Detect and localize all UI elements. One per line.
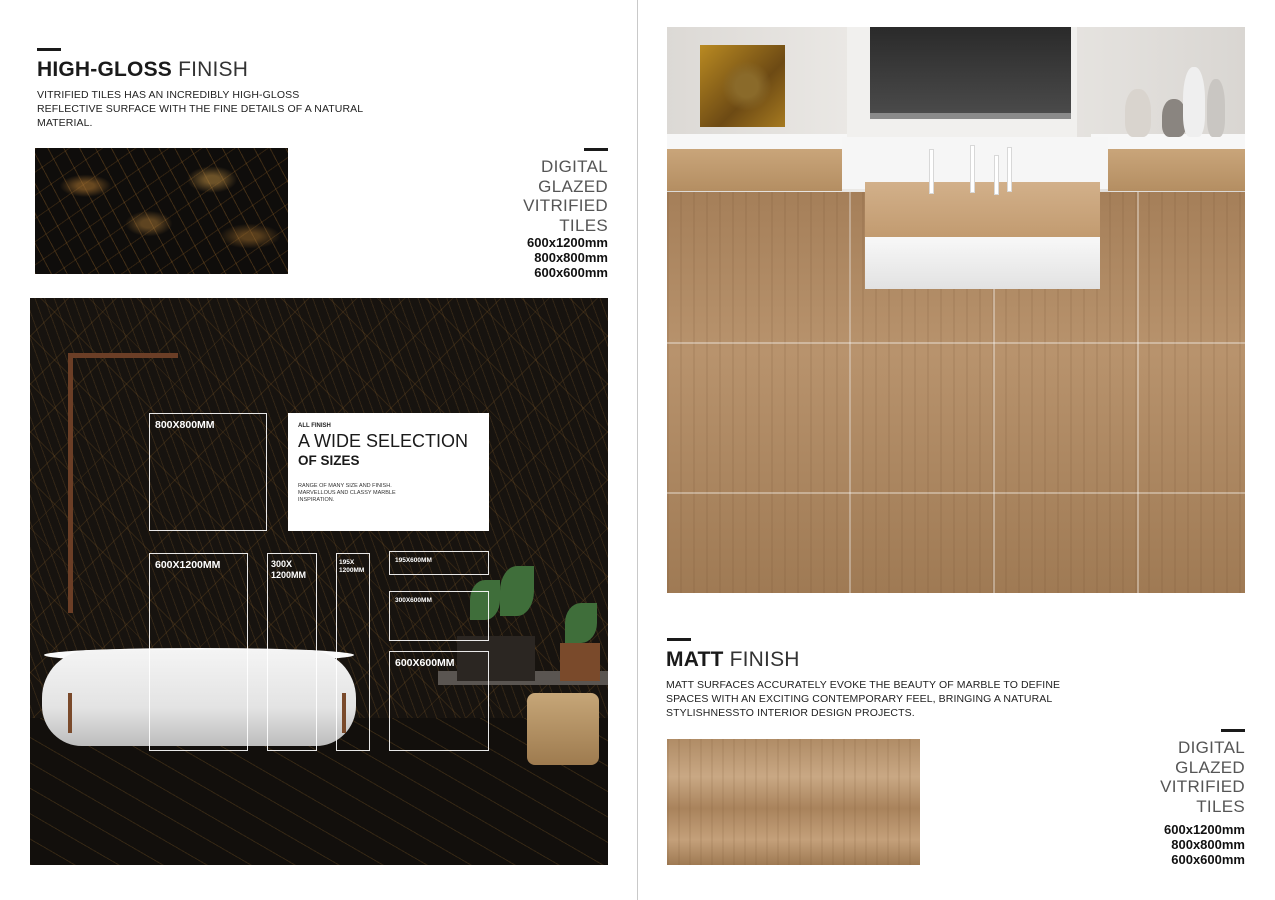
spec-accent-dash xyxy=(584,148,608,151)
high-gloss-spec-block xyxy=(523,157,608,280)
spec-word: DIGITAL xyxy=(1178,738,1245,757)
abstract-painting xyxy=(700,45,785,127)
size-outline-195x1200 xyxy=(336,553,370,751)
plant-leaf xyxy=(500,566,534,616)
wood-ledge-right xyxy=(1108,149,1245,191)
size-outline-300x600 xyxy=(389,591,489,641)
candle xyxy=(1007,147,1012,192)
spec-size: 600x600mm xyxy=(1171,852,1245,867)
size-outline-800x800 xyxy=(149,413,267,531)
heading-accent-dash xyxy=(667,638,691,641)
size-label: 800X800MM xyxy=(155,419,215,431)
candle xyxy=(970,145,975,193)
spec-size: 800x800mm xyxy=(534,250,608,265)
coffee-table-base xyxy=(865,237,1100,289)
decor-vase xyxy=(1207,79,1225,137)
size-label: 300X 1200MM xyxy=(271,559,307,580)
spec-size: 800x800mm xyxy=(1171,837,1245,852)
spec-word: VITRIFIED xyxy=(1160,777,1245,796)
high-gloss-description: VITRIFIED TILES HAS AN INCREDIBLY HIGH-GLOSS REFLECTIVE SURFACE WITH THE FINE DETAILS OF A NATURAL MATERIAL. xyxy=(37,89,363,129)
high-gloss-heading xyxy=(37,58,248,82)
living-room-scene-image xyxy=(667,27,1245,593)
copper-pot xyxy=(560,643,600,681)
shower-arm xyxy=(68,353,178,358)
card-title-light: A WIDE SELECTION xyxy=(298,431,469,451)
bathroom-scene-image xyxy=(30,298,608,865)
plant-leaf xyxy=(565,603,597,643)
matt-heading-light: FINISH xyxy=(729,648,800,671)
coffee-table-top xyxy=(865,182,1100,237)
size-outline-600x1200 xyxy=(149,553,248,751)
matt-tile-swatch xyxy=(667,739,920,865)
spec-size: 600x600mm xyxy=(534,265,608,280)
spec-word: TILES xyxy=(1196,796,1245,816)
size-label: 195X600MM xyxy=(395,557,432,564)
high-gloss-heading-bold: HIGH-GLOSS xyxy=(37,58,173,81)
spec-word: DIGITAL xyxy=(541,157,608,176)
spec-word: VITRIFIED xyxy=(523,196,608,215)
shower-pipe xyxy=(68,353,73,613)
size-label: 300X600MM xyxy=(395,597,432,604)
matt-spec-block xyxy=(1160,738,1245,867)
high-gloss-heading-light: FINISH xyxy=(178,58,249,81)
spec-word: GLAZED xyxy=(1175,757,1245,777)
television xyxy=(870,27,1071,119)
wide-selection-card xyxy=(288,413,489,531)
size-outline-300x1200 xyxy=(267,553,317,751)
spec-word: TILES xyxy=(559,215,608,235)
wood-ledge-left xyxy=(667,149,842,191)
spec-size: 600x1200mm xyxy=(1164,822,1245,837)
size-outline-195x600 xyxy=(389,551,489,575)
matt-description: MATT SURFACES ACCURATELY EVOKE THE BEAUTY OF MARBLE TO DEFINE SPACES WITH AN EXCITING CONTEMPORARY FEEL, BRINGING A NATURAL STYLISHNESSTO INTERIOR DESIGN PROJECTS. xyxy=(666,679,1061,719)
wooden-stool xyxy=(527,693,599,765)
card-body: RANGE OF MANY SIZE AND FINISH. MARVELLOUS AND CLASSY MARBLE INSPIRATION. xyxy=(298,483,396,503)
size-label: 195X 1200MM xyxy=(339,559,365,574)
size-label: 600X600MM xyxy=(395,657,455,669)
card-kicker: ALL FINISH xyxy=(298,423,331,429)
bathtub-leg xyxy=(68,693,72,733)
spec-word: GLAZED xyxy=(538,176,608,196)
size-label: 600X1200MM xyxy=(155,559,221,571)
decor-vase xyxy=(1125,89,1151,137)
page-divider xyxy=(637,0,638,900)
spec-size: 600x1200mm xyxy=(527,235,608,250)
card-title-bold: OF SIZES xyxy=(298,453,360,468)
high-gloss-tile-swatch xyxy=(35,148,288,274)
candle xyxy=(994,155,999,195)
size-outline-600x600 xyxy=(389,651,489,751)
heading-accent-dash xyxy=(37,48,61,51)
matt-heading xyxy=(666,648,800,672)
matt-heading-bold: MATT xyxy=(666,648,724,671)
candle xyxy=(929,149,934,194)
decor-vase xyxy=(1183,67,1205,137)
spec-accent-dash xyxy=(1221,729,1245,732)
